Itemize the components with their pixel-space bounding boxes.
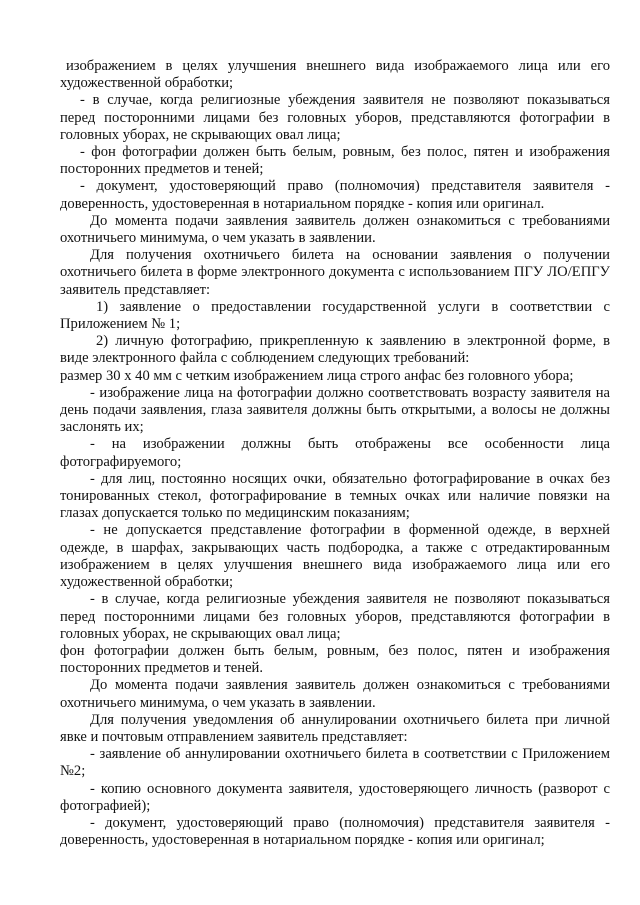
paragraph-photo-background: - фон фотографии должен быть белым, ровным, без полос, пятен и изображения посторонних предметов и теней; [60, 144, 610, 178]
paragraph-photo-age: - изображение лица на фотографии должно соответствовать возрасту заявителя на день подачи заявления, глаза заявителя должны быть открытыми, а волосы не должны заслонять их; [60, 384, 610, 436]
paragraph-religious-headwear: - в случае, когда религиозные убеждения заявителя не позволяют показываться перед посторонними лицами без головных уборов, представляются фотографии в головных уборах, не скрывающих овал лица; [60, 92, 610, 143]
paragraph-photo-uniform: - не допускается представление фотографии в форменной одежде, в верхней одежде, в шарфах, закрывающих часть подбородка, а также с отредактированным изображением в целях улучшения внешнего вида изображаемого лица или его художественной обработки; [60, 522, 610, 591]
paragraph-item-application: 1) заявление о предоставлении государственной услуги в соответствии с Приложением № 1; [60, 298, 610, 333]
paragraph-power-of-attorney: - документ, удостоверяющий право (полномочия) представителя заявителя - доверенность, удостоверенная в нотариальном порядке - копия или оригинал. [60, 178, 610, 212]
paragraph-annulment-application: - заявление об аннулировании охотничьего билета в соответствии с Приложением №2; [60, 746, 610, 780]
paragraph-photo-features: - на изображении должны быть отображены все особенности лица фотографируемого; [60, 436, 610, 470]
paragraph-photo-processing: изображением в целях улучшения внешнего вида изображаемого лица или его художественной обработки; [60, 58, 610, 92]
document-page [60, 58, 610, 849]
paragraph-hunting-minimum-2: До момента подачи заявления заявитель должен ознакомиться с требованиями охотничьего минимума, о чем указать в заявлении. [60, 677, 610, 711]
paragraph-photo-glasses: - для лиц, постоянно носящих очки, обязательно фотографирование в очках без тонированных стекол, фотографирование в темных очках или наличие повязки на глазах допускается только по медицинским показаниям; [60, 470, 610, 522]
paragraph-photo-religious: - в случае, когда религиозные убеждения заявителя не позволяют показываться перед посторонними лицами без головных уборов, представляются фотографии в головных уборах, не скрывающих овал лица; [60, 591, 610, 642]
paragraph-annulment-id-copy: - копию основного документа заявителя, удостоверяющего личность (разворот с фотографией); [60, 780, 610, 814]
paragraph-annulment-attorney: - документ, удостоверяющий право (полномочия) представителя заявителя - доверенность, удостоверенная в нотариальном порядке - копия или оригинал; [60, 814, 610, 849]
paragraph-annulment-intro: Для получения уведомления об аннулировании охотничьего билета при личной явке и почтовым отправлением заявитель представляет: [60, 711, 610, 745]
paragraph-hunting-minimum: До момента подачи заявления заявитель должен ознакомиться с требованиями охотничьего минимума, о чем указать в заявлении. [60, 212, 610, 247]
paragraph-item-photo: 2) личную фотографию, прикрепленную к заявлению в электронной форме, в виде электронного файла с соблюдением следующих требований: [60, 333, 610, 367]
paragraph-photo-size: размер 30 х 40 мм с четким изображением лица строго анфас без головного убора; [60, 367, 574, 384]
paragraph-electronic-request-intro: Для получения охотничьего билета на основании заявления о получении охотничьего билета в форме электронного документа с использованием ПГУ ЛО/ЕПГУ заявитель представляет: [60, 247, 610, 298]
paragraph-photo-background-2: фон фотографии должен быть белым, ровным, без полос, пятен и изображения посторонних предметов и теней. [60, 642, 610, 677]
